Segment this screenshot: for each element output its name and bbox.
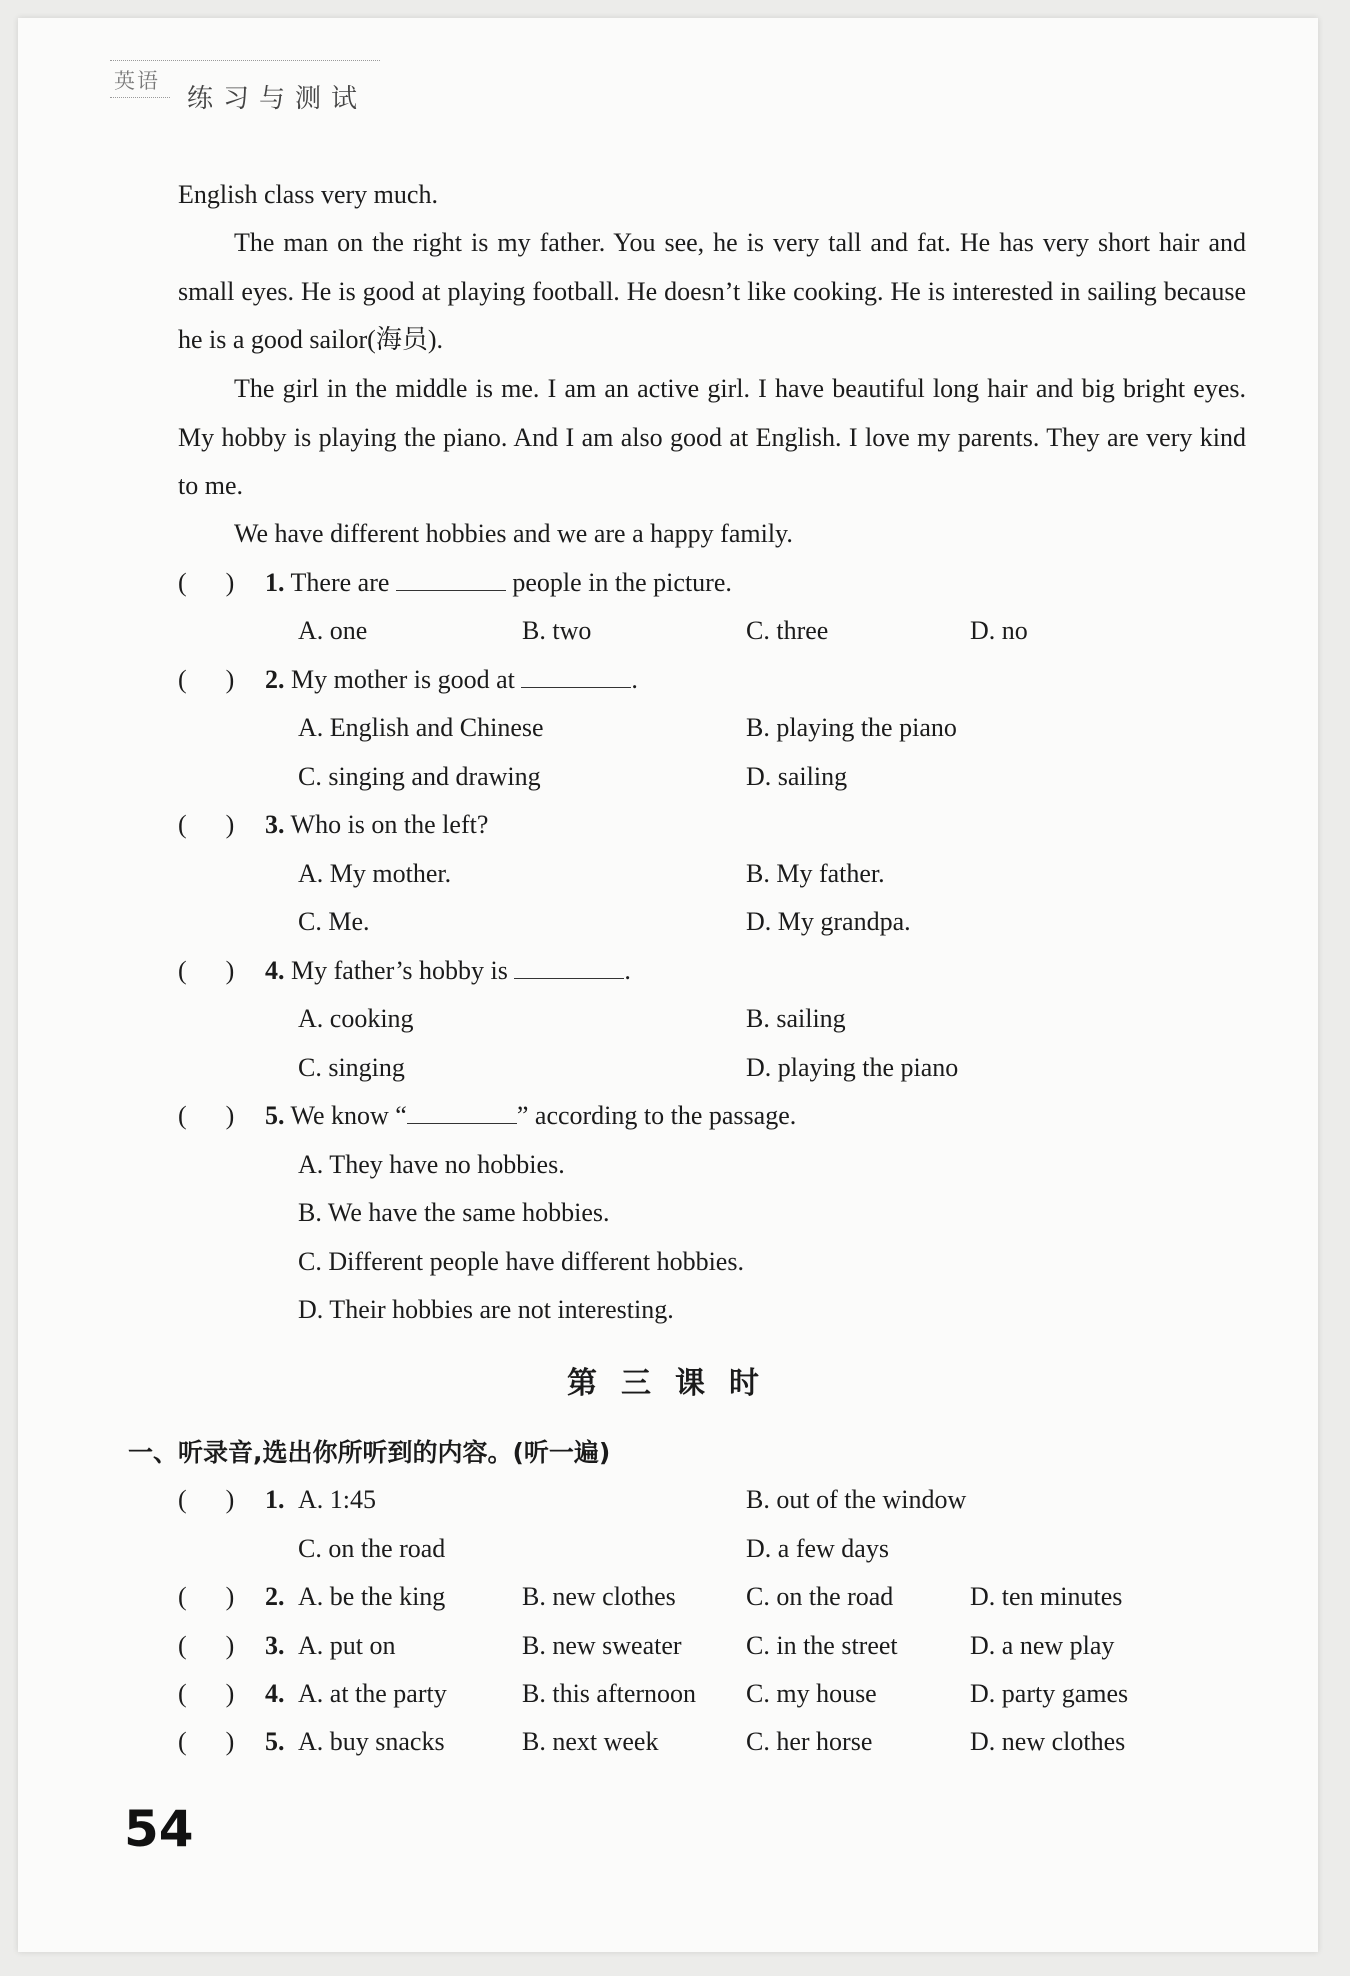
lesson-title: 第三课时	[567, 1366, 783, 1401]
option-d: D. no	[970, 616, 1028, 645]
answer-bracket[interactable]: ( )	[178, 1582, 235, 1611]
question-number: 4.	[265, 956, 285, 985]
option-c: C. Different people have different hobbies.	[298, 1247, 744, 1276]
answer-blank[interactable]	[407, 1100, 517, 1124]
passage-line: English class very much.	[178, 180, 438, 209]
option-a: A. 1:45	[298, 1485, 376, 1514]
option-d: D. My grandpa.	[746, 907, 911, 936]
question-number: 2.	[265, 665, 285, 694]
option-d: D. a new play	[970, 1631, 1115, 1660]
answer-bracket[interactable]: ( )	[178, 1485, 235, 1514]
option-d: D. new clothes	[970, 1727, 1126, 1756]
option-d: D. sailing	[746, 762, 848, 791]
question-number: 1.	[265, 1485, 285, 1514]
option-a: A. at the party	[298, 1679, 447, 1708]
option-a: A. put on	[298, 1631, 396, 1660]
option-d: D. playing the piano	[746, 1053, 959, 1082]
answer-bracket[interactable]: ( )	[178, 810, 235, 839]
option-b: B. We have the same hobbies.	[298, 1198, 610, 1227]
question-stem	[265, 808, 488, 842]
option-c: C. on the road	[298, 1534, 446, 1563]
option-c: C. her horse	[746, 1727, 873, 1756]
passage-paragraph: The man on the right is my father. You see, he is very tall and fat. He has very short hair and small eyes. He is good at playing football. He doesn’t like cooking. He is interested in sailing because he is a good sailor(海员).	[178, 228, 1246, 354]
option-a: A. English and Chinese	[298, 713, 544, 742]
option-a: A. one	[298, 616, 368, 645]
section-instruction: 一、听录音,选出你所听到的内容。(听一遍)	[128, 1438, 611, 1467]
question-stem	[265, 954, 631, 988]
option-c: C. singing and drawing	[298, 762, 541, 791]
option-b: B. sailing	[746, 1004, 846, 1033]
option-a: A. They have no hobbies.	[298, 1150, 565, 1179]
answer-bracket[interactable]: ( )	[178, 1101, 235, 1130]
answer-bracket[interactable]: ( )	[178, 665, 235, 694]
series-title: 练习与测试	[187, 84, 368, 114]
option-d: D. party games	[970, 1679, 1129, 1708]
answer-bracket[interactable]: ( )	[178, 956, 235, 985]
question-number: 3.	[265, 810, 285, 839]
answer-blank[interactable]	[521, 664, 631, 688]
option-b: B. new clothes	[522, 1582, 676, 1611]
page-number: 54	[124, 1800, 194, 1858]
option-a: A. My mother.	[298, 859, 452, 888]
option-b: B. two	[522, 616, 592, 645]
option-a: A. be the king	[298, 1582, 446, 1611]
page-header	[92, 40, 382, 120]
question-text: My mother is good at	[291, 665, 515, 694]
question-number: 5.	[265, 1727, 285, 1756]
question-number: 3.	[265, 1631, 285, 1660]
option-c: C. singing	[298, 1053, 405, 1082]
option-b: B. this afternoon	[522, 1679, 697, 1708]
question-stem	[265, 663, 638, 697]
answer-bracket[interactable]: ( )	[178, 568, 235, 597]
option-b: B. out of the window	[746, 1485, 967, 1514]
question-number: 2.	[265, 1582, 285, 1611]
question-number: 1.	[265, 568, 285, 597]
question-stem	[265, 566, 732, 600]
answer-bracket[interactable]: ( )	[178, 1631, 235, 1660]
option-c: C. three	[746, 616, 829, 645]
option-c: C. in the street	[746, 1631, 898, 1660]
answer-blank[interactable]	[514, 955, 624, 979]
question-text: ” according to the passage.	[516, 1101, 797, 1130]
subject-label: 英语	[110, 64, 170, 98]
option-d: D. ten minutes	[970, 1582, 1123, 1611]
option-d: D. a few days	[746, 1534, 889, 1563]
question-text: .	[624, 956, 631, 985]
header-divider	[110, 60, 380, 61]
passage-paragraph: We have different hobbies and we are a happy family.	[234, 519, 793, 548]
question-text: There are	[290, 568, 390, 597]
passage-paragraph: The girl in the middle is me. I am an active girl. I have beautiful long hair and big bright eyes. My hobby is playing the piano. And I am also good at English. I love my parents. They are very kind to me.	[178, 374, 1246, 500]
option-b: B. playing the piano	[746, 713, 957, 742]
option-b: B. My father.	[746, 859, 885, 888]
option-a: A. buy snacks	[298, 1727, 445, 1756]
question-stem	[265, 1099, 796, 1133]
option-c: C. my house	[746, 1679, 877, 1708]
option-b: B. new sweater	[522, 1631, 682, 1660]
question-text: We know “	[290, 1101, 407, 1130]
answer-blank[interactable]	[396, 567, 506, 591]
option-b: B. next week	[522, 1727, 659, 1756]
option-c: C. on the road	[746, 1582, 894, 1611]
question-text: Who is on the left?	[290, 810, 489, 839]
answer-bracket[interactable]: ( )	[178, 1727, 235, 1756]
option-d: D. Their hobbies are not interesting.	[298, 1295, 674, 1324]
question-text: My father’s hobby is	[291, 956, 508, 985]
option-a: A. cooking	[298, 1004, 414, 1033]
question-number: 4.	[265, 1679, 285, 1708]
question-text: .	[631, 665, 638, 694]
answer-bracket[interactable]: ( )	[178, 1679, 235, 1708]
option-c: C. Me.	[298, 907, 370, 936]
question-text: people in the picture.	[512, 568, 732, 597]
question-number: 5.	[265, 1101, 285, 1130]
